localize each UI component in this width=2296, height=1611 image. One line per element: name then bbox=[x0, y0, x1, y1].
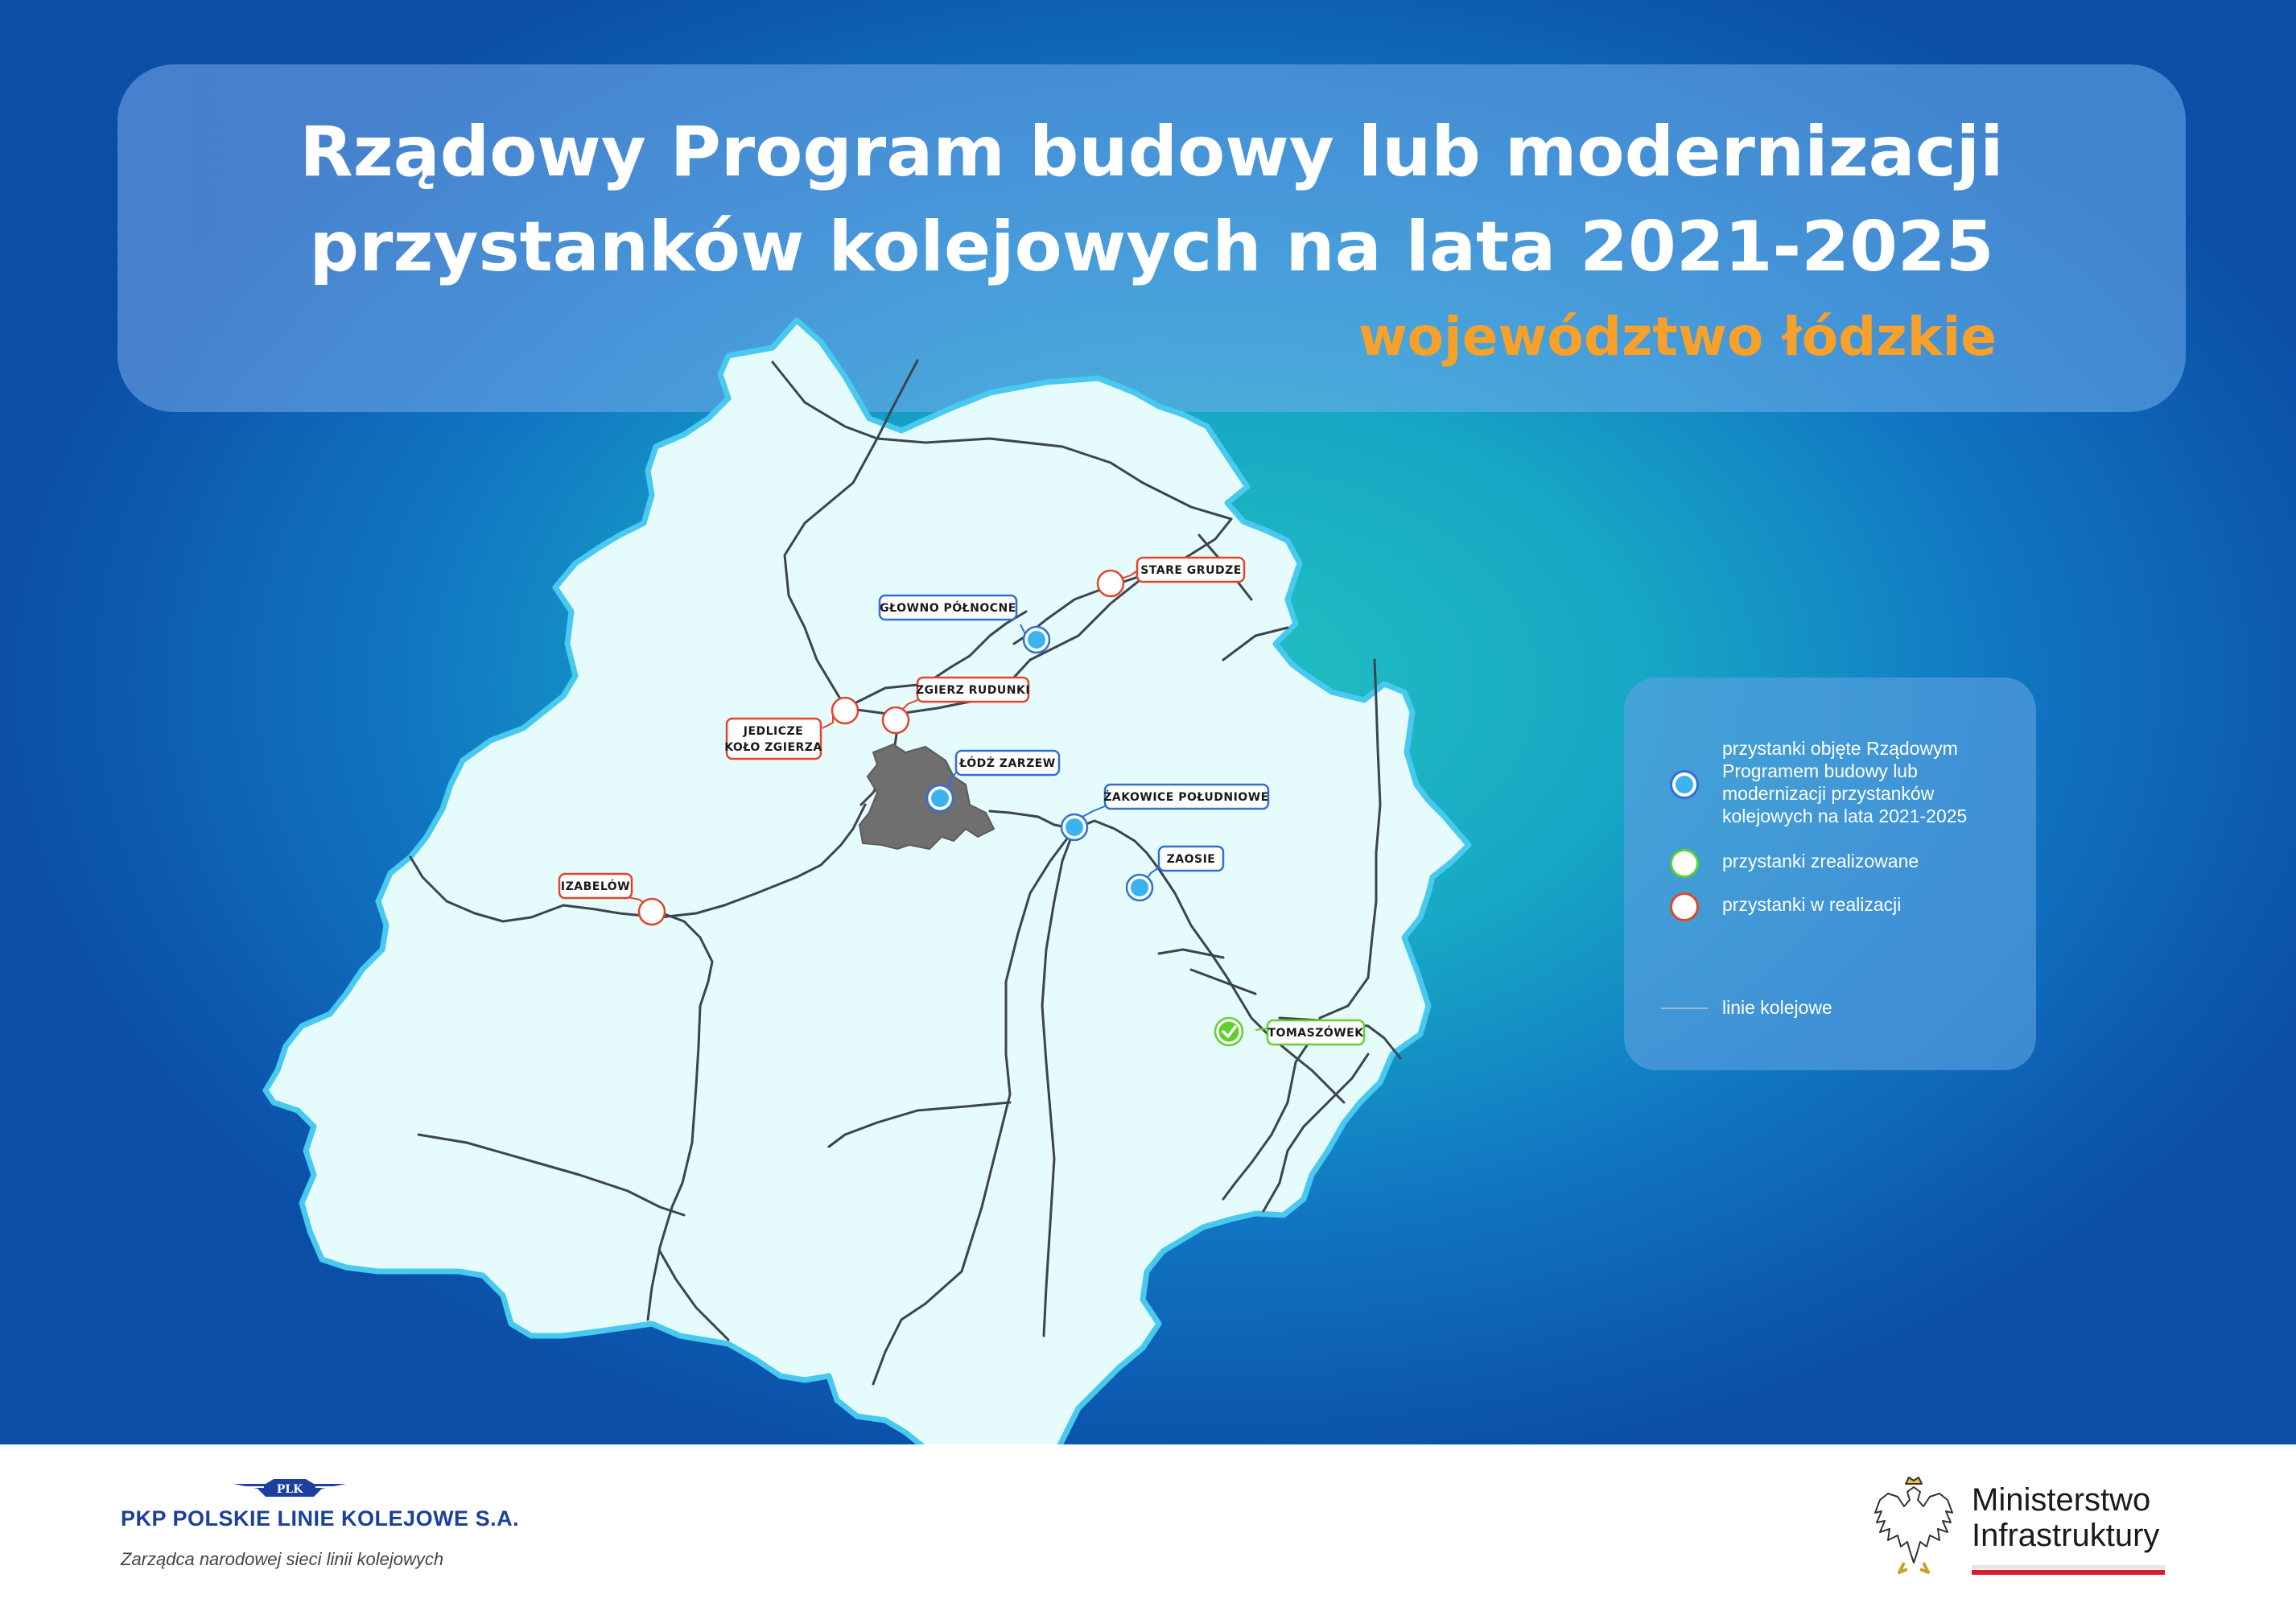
title-line-1: Rządowy Program budowy lub modernizacji bbox=[299, 112, 2004, 192]
plk-tagline: Zarządca narodowej sieci linii kolejowych bbox=[121, 1549, 444, 1569]
station-label-stare-grudze: STARE GRUDZE bbox=[1140, 564, 1242, 577]
station-label-glowno: GŁOWNO PÓŁNOCNE bbox=[880, 602, 1016, 615]
station-tomaszowek[interactable] bbox=[1215, 1018, 1364, 1045]
station-label-zakowice: ŻAKOWICE POŁUDNIOWE bbox=[1103, 791, 1269, 804]
station-label-zaosie: ZAOSIE bbox=[1166, 853, 1216, 866]
rail-line-icon bbox=[1661, 1007, 1708, 1009]
polish-eagle-icon bbox=[1865, 1473, 1962, 1577]
green-dot-icon bbox=[1672, 851, 1696, 876]
legend-label-rail: linie kolejowe bbox=[1722, 997, 1832, 1018]
region-subtitle: województwo łódzkie bbox=[1358, 306, 1997, 368]
plk-logo-icon bbox=[233, 1473, 346, 1505]
region-shape bbox=[266, 320, 1469, 1444]
flag-red-stripe bbox=[1972, 1570, 2165, 1575]
station-label-izabelow: IZABELÓW bbox=[560, 880, 631, 893]
blue-dot-icon bbox=[1672, 773, 1696, 797]
station-label-lodz: ŁÓDŹ ZARZEW bbox=[959, 757, 1056, 770]
station-label-jedlicze-2: KOŁO ZGIERZA bbox=[724, 741, 822, 754]
legend-label-program: przystanki objęte Rządowym Programem budowy lub modernizacji przystanków kolejowych na lata 2021-2025 bbox=[1722, 738, 1968, 826]
station-label-jedlicze-1: JEDLICZE bbox=[743, 725, 804, 738]
ministry-line-2: Infrastruktury bbox=[1972, 1518, 2160, 1553]
flag-white-stripe bbox=[1972, 1565, 2165, 1569]
station-label-tomaszowek: TOMASZÓWEK bbox=[1268, 1027, 1364, 1040]
plk-company-name: PKP POLSKIE LINIE KOLEJOWE S.A. bbox=[121, 1506, 520, 1531]
legend-label-completed: przystanki zrealizowane bbox=[1722, 851, 1919, 871]
station-label-zgierz: ZGIERZ RUDUNKI bbox=[915, 684, 1031, 697]
plk-logo-text: PLK bbox=[276, 1483, 303, 1496]
ministry-line-1: Ministerstwo bbox=[1972, 1482, 2151, 1518]
ministry-name bbox=[1972, 1482, 2159, 1553]
legend-label-in-progress: przystanki w realizacji bbox=[1722, 894, 1902, 915]
title-line-2: przystanków kolejowych na lata 2021-2025 bbox=[309, 207, 1994, 287]
map-legend bbox=[1624, 678, 2036, 1070]
red-dot-icon bbox=[1672, 895, 1696, 919]
